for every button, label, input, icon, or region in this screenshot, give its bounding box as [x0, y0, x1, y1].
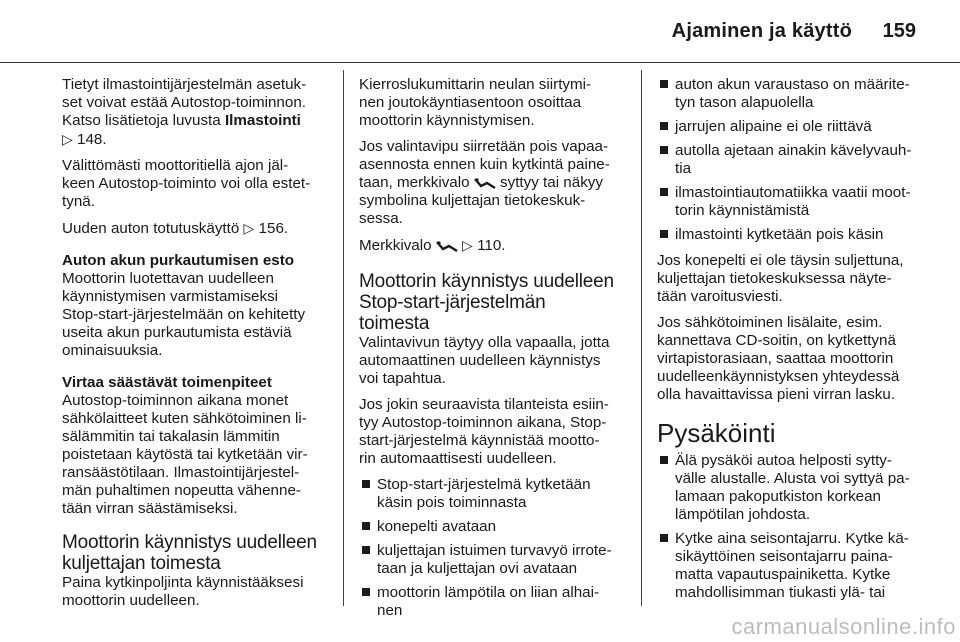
bullet-icon	[660, 80, 668, 88]
header-rule	[0, 62, 960, 63]
column-3	[657, 76, 927, 610]
paragraph: Jos jokin seuraavista tilanteista esiin- tyy Autostop-toiminnon aikana, Stop- start-järjestelmä käynnistää mootto- rin automaattisesti uudelleen.	[359, 396, 609, 467]
bullet-icon	[362, 588, 370, 596]
paragraph: Välittömästi moottoritiellä ajon jäl- keen Autostop-toiminto voi olla estet- tynä.	[62, 157, 311, 210]
paragraph: Autostop-toiminnon aikana monet sähkölaitteet kuten sähkötoiminen li- sälämmitin tai takalasin lämmitin poistetaan käytöstä tai kytketään vir- ransäästötilaan. Ilmastointijärjestel- män puhaltimen nopeutta vähenne- tään virran säästämiseksi.	[62, 392, 308, 517]
eco-indicator-icon	[436, 240, 458, 252]
cross-reference-link: Ilmastointi	[224, 112, 301, 129]
bullet-list	[359, 476, 629, 620]
section-heading: Pysäköinti	[657, 418, 776, 448]
bullet-list	[657, 452, 927, 602]
list-item: auton akun varaustaso on määrite- tyn tason alapuolella	[657, 76, 927, 112]
eco-indicator-icon	[474, 177, 496, 189]
paragraph: Valintavivun täytyy olla vapaalla, jotta automaattinen uudelleen käynnistys voi tapahtua.	[359, 334, 610, 387]
paragraph: Uuden auton totutuskäyttö ▷ 156.	[62, 220, 289, 237]
triangle-ref-icon: ▷	[62, 131, 73, 147]
bullet-icon	[362, 480, 370, 488]
list-item: autolla ajetaan ainakin kävelyvauh- tia	[657, 142, 927, 178]
triangle-ref-icon: ▷	[243, 220, 255, 236]
bullet-icon	[660, 146, 668, 154]
list-item: Stop-start-järjestelmä kytketään käsin pois toiminnasta	[359, 476, 629, 512]
column-2	[359, 76, 629, 628]
section-heading: Moottorin käynnistys uudelleen Stop-start-järjestelmän toimesta	[359, 271, 614, 334]
bullet-icon	[660, 456, 668, 464]
subheading: Virtaa säästävät toimenpiteet	[62, 374, 272, 391]
paragraph: Jos konepelti ei ole täysin suljettuna, kuljettajan tietokeskuksessa näyte- tään varoitusviesti.	[657, 252, 904, 305]
paragraph: Moottorin luotettavan uudelleen käynnistymisen varmistamiseksi Stop-start-järjestelmään on kehitetty useita akun purkautumista estäviä ominaisuuksia.	[62, 270, 306, 359]
list-item: konepelti avataan	[359, 518, 629, 536]
paragraph: Tietyt ilmastointijärjestelmän asetuk- set voivat estää Autostop-toiminnon. Katso lisätietoja luvusta Ilmastointi ▷ 148.	[62, 76, 307, 148]
page-header	[0, 0, 960, 62]
list-item: ilmastointiautomatiikka vaatii moot- torin käynnistämistä	[657, 184, 927, 220]
page-number: 159	[882, 20, 916, 42]
column-divider	[343, 70, 344, 606]
list-item: moottorin lämpötila on liian alhai- nen	[359, 584, 629, 620]
paragraph: Jos sähkötoiminen lisälaite, esim. kannettava CD-soitin, on kytkettynä virtapistorasiaan, saattaa moottorin uudelleenkäynnistyksen yhteydessä olla havaittavissa pieni virran lasku.	[657, 314, 900, 403]
paragraph: Merkkivalo ▷ 110.	[359, 237, 506, 254]
triangle-ref-icon: ▷	[462, 237, 473, 253]
column-1	[62, 76, 330, 618]
bullet-icon	[660, 122, 668, 130]
bullet-icon	[362, 522, 370, 530]
bullet-icon	[362, 546, 370, 554]
paragraph: Jos valintavipu siirretään pois vapaa- asennosta ennen kuin kytkintä paine- taan, merkkivalo syttyy tai näkyy symbolina kuljettajan tietokeskuk- sessa.	[359, 138, 610, 227]
watermark: carmanualsonline.info	[731, 614, 956, 639]
column-divider	[641, 70, 642, 606]
bullet-icon	[660, 230, 668, 238]
paragraph: Paina kytkinpoljinta käynnistääksesi moottorin uudelleen.	[62, 574, 304, 609]
subheading: Auton akun purkautumisen esto	[62, 252, 295, 269]
bullet-list	[657, 76, 927, 244]
list-item: kuljettajan istuimen turvavyö irrote- taan ja kuljettajan ovi avataan	[359, 542, 629, 578]
paragraph: Kierroslukumittarin neulan siirtymi- nen joutokäyntiasentoon osoittaa moottorin käynnistymisen.	[359, 76, 592, 129]
section-heading: Moottorin käynnistys uudelleen kuljettajan toimesta	[62, 532, 317, 574]
list-item: ilmastointi kytketään pois käsin	[657, 226, 927, 244]
page-title: Ajaminen ja käyttö	[671, 20, 852, 42]
list-item: Kytke aina seisontajarru. Kytke kä- sikäyttöinen seisontajarru paina- matta vapautuspainiketta. Kytke mahdollisimman tiukasti ylä- tai	[657, 530, 927, 602]
bullet-icon	[660, 534, 668, 542]
list-item: Älä pysäköi autoa helposti sytty- välle alustalle. Alusta voi syttyä pa- lamaan pakoputkiston korkean lämpötilan johdosta.	[657, 452, 927, 524]
bullet-icon	[660, 188, 668, 196]
list-item: jarrujen alipaine ei ole riittävä	[657, 118, 927, 136]
